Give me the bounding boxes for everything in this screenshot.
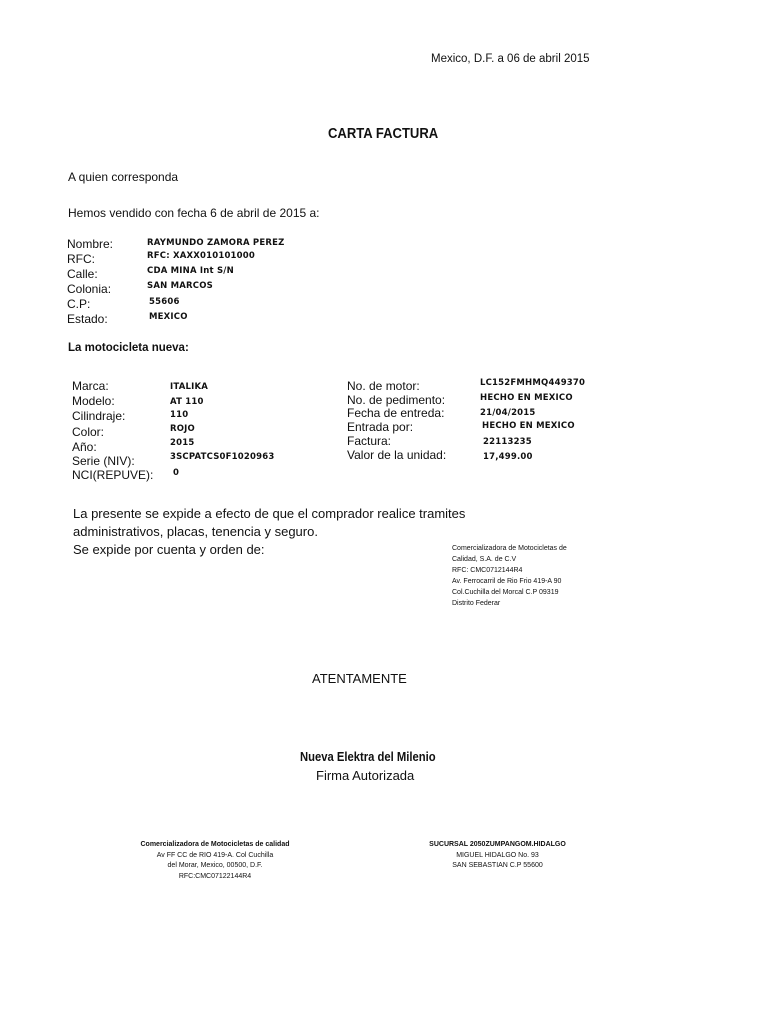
footer-left <box>120 840 310 882</box>
vehicle-value: ROJO <box>170 424 195 434</box>
vehicle-value: 17,499.00 <box>483 452 533 462</box>
vehicle-label: Valor de la unidad: <box>347 448 447 462</box>
body-line: Se expide por cuenta y orden de: <box>73 542 265 557</box>
buyer-value: CDA MINA Int S/N <box>147 266 234 276</box>
signatory-role: Firma Autorizada <box>316 768 415 783</box>
vehicle-value: 21/04/2015 <box>480 408 536 418</box>
vehicle-label: Marca: <box>72 379 109 393</box>
footer-left-line: del Morar, Mexico, 00500, D.F. <box>167 862 263 869</box>
footer-right-line: SAN SEBASTIAN C.P 55600 <box>452 862 543 869</box>
vehicle-label: No. de pedimento: <box>347 393 446 407</box>
buyer-label: Estado: <box>67 312 108 326</box>
footer-right-line: MIGUEL HIDALGO No. 93 <box>456 851 539 859</box>
vehicle-label: Fecha de entreda: <box>347 406 445 420</box>
signatory-name: Nueva Elektra del Milenio <box>300 750 436 764</box>
buyer-value: 55606 <box>149 297 180 307</box>
vehicle-value: 110 <box>170 410 189 420</box>
vehicle-label: Cilindraje: <box>72 409 126 423</box>
footer-right-title: SUCURSAL 2050ZUMPANGOM.HIDALGO <box>429 841 566 848</box>
vehicle-label: Entrada por: <box>347 420 414 434</box>
footer-left-line: RFC:CMC07122144R4 <box>178 872 252 880</box>
buyer-label: Nombre: <box>67 237 114 251</box>
footer-right <box>420 840 575 872</box>
buyer-label: RFC: <box>67 252 95 266</box>
buyer-value: SAN MARCOS <box>147 281 213 291</box>
vehicle-value: 0 <box>173 468 180 478</box>
vehicle-value: LC152FMHMQ449370 <box>480 378 586 388</box>
vehicle-value: ITALIKA <box>170 382 209 392</box>
vehicle-value: AT 110 <box>170 397 204 407</box>
intro-text: Hemos vendido con fecha 6 de abril de 2015 a: <box>68 206 320 220</box>
buyer-label: Colonia: <box>67 282 112 296</box>
issuer-line: Calidad, S.A. de C.V <box>452 556 517 563</box>
issuer-line: Av. Ferrocarril de Rio Frio 419-A 90 <box>452 578 562 585</box>
issuer-line: Comercializadora de Motocicletas de <box>452 545 567 552</box>
vehicle-label: NCI(REPUVE): <box>72 468 154 482</box>
document-title: CARTA FACTURA <box>328 126 439 142</box>
buyer-value: MEXICO <box>149 312 188 322</box>
issuer-line: Col.Cuchilla del Morcal C.P 09319 <box>452 589 559 596</box>
greeting: A quien corresponda <box>68 170 179 184</box>
vehicle-label: Año: <box>72 440 97 454</box>
issuer-block <box>452 543 567 609</box>
issuer-line: RFC: CMC0712144R4 <box>452 567 523 574</box>
vehicle-value: 3SCPATCS0F1020963 <box>170 452 275 462</box>
buyer-value: RAYMUNDO ZAMORA PEREZ <box>147 238 285 248</box>
vehicle-value: 2015 <box>170 438 195 448</box>
buyer-label: C.P: <box>67 297 91 311</box>
buyer-value: RFC: XAXX010101000 <box>147 251 256 261</box>
vehicle-label: Factura: <box>347 434 392 448</box>
body-line: La presente se expide a efecto de que el comprador realice tramites <box>73 506 466 521</box>
body-line: administrativos, placas, tenencia y seguro. <box>73 524 318 539</box>
issuer-line: Distrito Federar <box>452 600 501 607</box>
vehicle-label: No. de motor: <box>347 379 420 393</box>
footer-left-line: Av FF CC de RIO 419-A. Col Cuchilla <box>156 851 274 859</box>
vehicle-label: Serie (NIV): <box>72 454 135 468</box>
footer-left-title: Comercializadora de Motocicletas de calidad <box>140 841 290 848</box>
vehicle-label: Color: <box>72 425 105 439</box>
vehicle-label: Modelo: <box>72 394 115 408</box>
vehicle-heading: La motocicleta nueva: <box>68 342 189 354</box>
vehicle-value: HECHO EN MEXICO <box>482 421 575 431</box>
date-line: Mexico, D.F. a 06 de abril 2015 <box>431 53 590 65</box>
closing: ATENTAMENTE <box>312 671 407 686</box>
vehicle-value: HECHO EN MEXICO <box>480 393 573 403</box>
buyer-label: Calle: <box>67 267 98 281</box>
vehicle-value: 22113235 <box>483 437 532 447</box>
